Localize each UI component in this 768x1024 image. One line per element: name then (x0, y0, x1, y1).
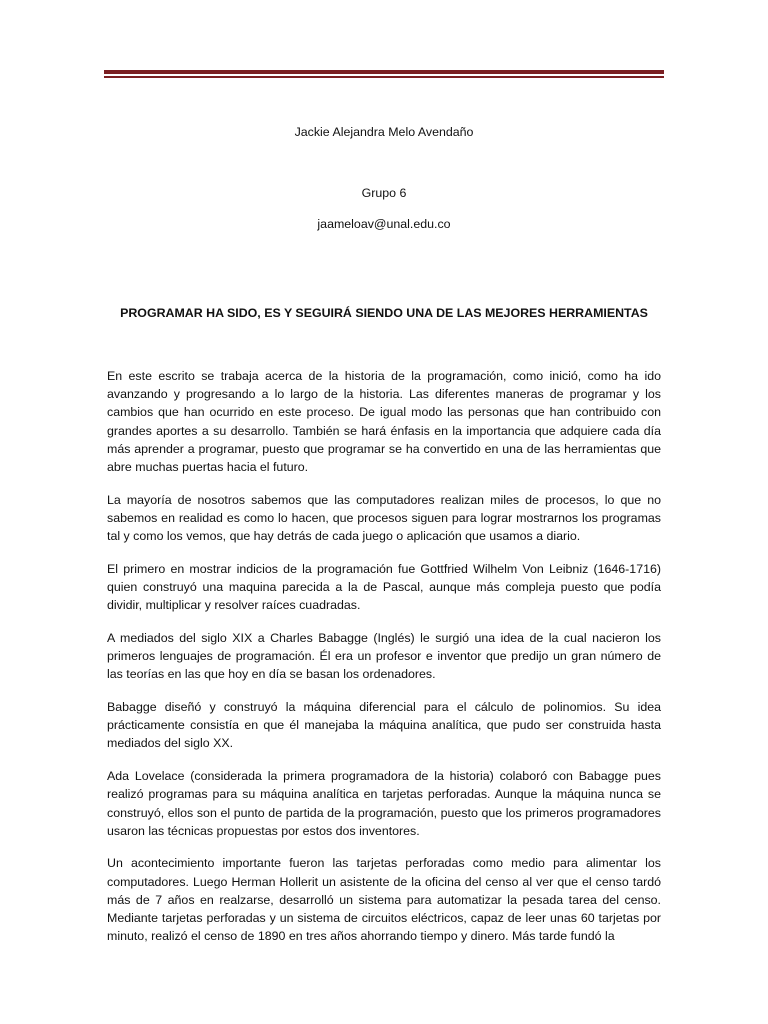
author-name: Jackie Alejandra Melo Avendaño (294, 125, 474, 139)
paragraph-processes: La mayoría de nosotros sabemos que las computadores realizan miles de procesos, lo que no sabemos en realidad es como lo hacen, que procesos siguen para lograr mostrarnos los programas tal y como los vemos, que hay detrás de cada juego o aplicación que usamos a diario. (107, 492, 661, 544)
paragraph-lovelace: Ada Lovelace (considerada la primera programadora de la historia) colaboró con Babagge pues realizó programas para su máquina analítica en tarjetas perforadas. Aunque la máquina nunca se construyó, ellos son el punto de partida de la programación, puesto que los primeros programadores usaron las técnicas propuestas por estos dos inventores. (107, 769, 661, 838)
paragraph-leibniz: El primero en mostrar indicios de la programación fue Gottfried Wilhelm Von Leibniz (1646-1716) quien construyó una maquina parecida a la de Pascal, aunque más compleja puesto que podía dividir, multiplicar y resolver raíces cuadradas. (107, 561, 661, 613)
paragraph-punched-cards: Un acontecimiento importante fueron las tarjetas perforadas como medio para alimentar los computadores. Luego Herman Hollerit un asistente de la oficina del censo al ver que el censo tardó más de 7 años en realzarse, desarrolló un sistema para automatizar la pesada tarea del censo. Mediante tarjetas perforadas y un sistema de circuitos eléctricos, capaz de leer unas 60 tarjetas por minuto, realizó el censo de 1890 en tres años ahorrando tiempo y dinero. Más tarde fundó la (107, 856, 661, 944)
group-label: Grupo 6 (361, 186, 407, 200)
paragraph-intro: En este escrito se trabaja acerca de la historia de la programación, como inició, como ha ido avanzando y progresando a lo largo de la historia. Las diferentes maneras de programar y los cambios que han ocurrido en este proceso. De igual modo las personas que han contribuido con grandes aportes a su desarrollo. También se hará énfasis en la importancia que adquiere cada día más aprender a programar, puesto que programar se ha convertido en una de las herramientas que abre muchas puertas hacia el futuro. (107, 369, 661, 475)
document-title: PROGRAMAR HA SIDO, ES Y SEGUIRÁ SIENDO UNA DE LAS MEJORES HERRAMIENTAS (120, 306, 648, 320)
paragraph-babbage-idea: A mediados del siglo XIX a Charles Babagge (Inglés) le surgió una idea de la cual nacieron los primeros lenguajes de programación. Él era un profesor e inventor que predijo un gran número de las teorías en las que hoy en día se basan los ordenadores. (107, 630, 661, 682)
author-email: jaameloav@unal.edu.co (317, 217, 451, 231)
document-body (107, 367, 661, 960)
header-rule-thin (104, 76, 664, 78)
header-rule-thick (104, 70, 664, 74)
paragraph-babbage-machine: Babagge diseñó y construyó la máquina diferencial para el cálculo de polinomios. Su idea prácticamente consistía en que él manejaba la máquina analítica, que pudo ser construida hasta mediados del siglo XX. (107, 700, 661, 751)
